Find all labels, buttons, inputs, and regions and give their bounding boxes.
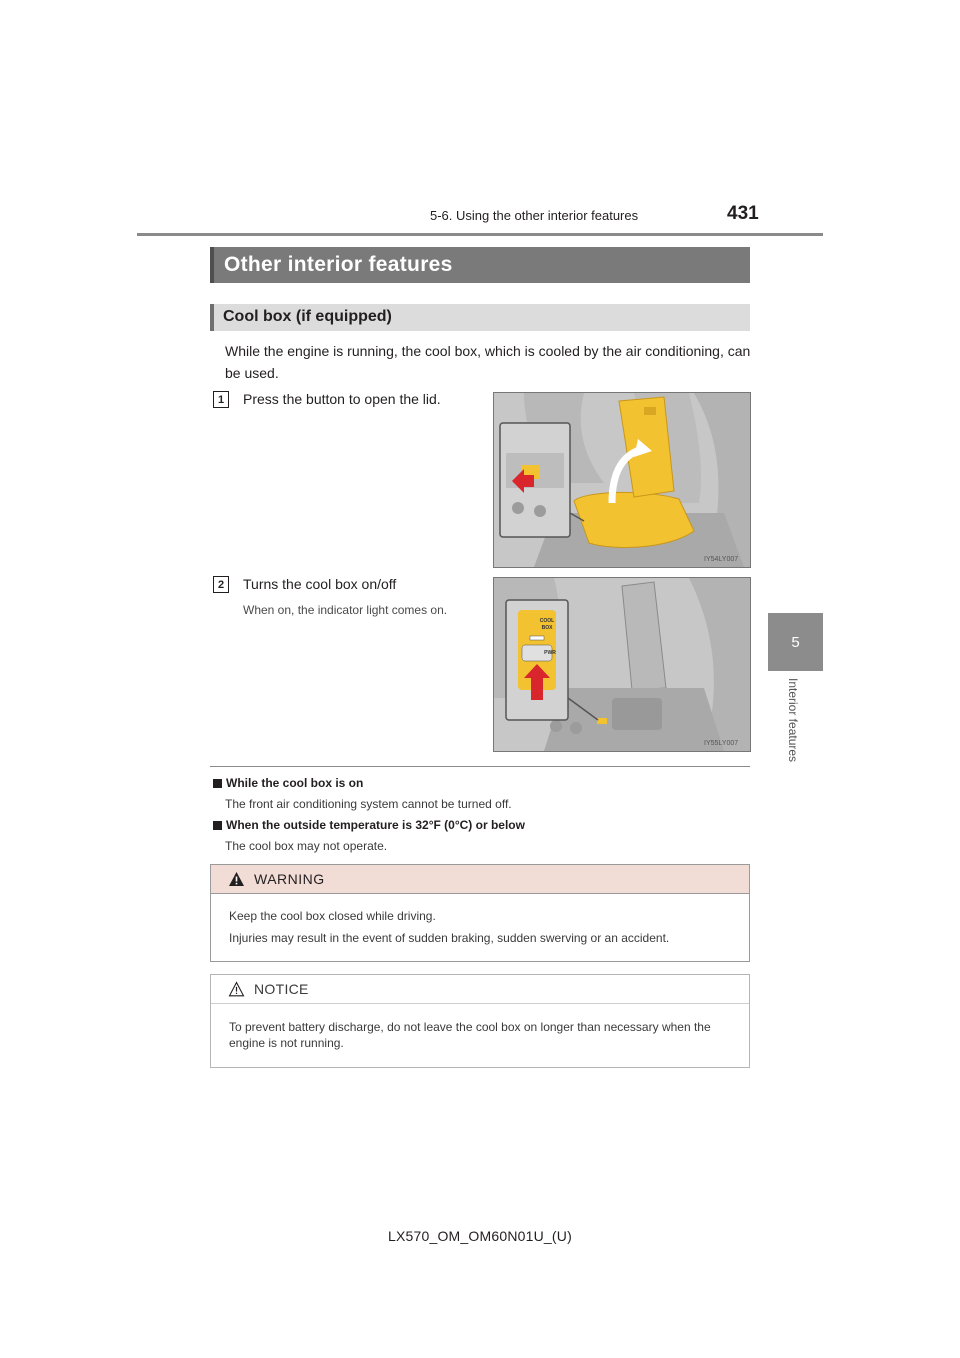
warning-label: WARNING [254, 871, 325, 887]
notice-body: To prevent battery discharge, do not leave the cool box on longer than necessary when the engine is not running. [229, 1020, 711, 1050]
figure-power-button-art [494, 578, 750, 751]
subtitle-accent [210, 304, 214, 331]
notice-label: NOTICE [254, 981, 309, 997]
note-heading-text-2: When the outside temperature is 32°F (0°C) or below [226, 818, 525, 832]
subtitle: Cool box (if equipped) [223, 308, 392, 325]
title-accent [210, 247, 214, 283]
note-heading-2 [213, 818, 525, 832]
warning-line-1: Keep the cool box closed while driving. [229, 909, 436, 923]
page-title: Other interior features [224, 253, 453, 276]
warning-line-2: Injuries may result in the event of sudden braking, sudden swerving or an accident. [229, 931, 670, 945]
figure-code-2: IY55LY007 [704, 740, 739, 747]
warning-box [210, 864, 750, 962]
section-divider [210, 766, 750, 767]
page-title-bar [210, 247, 750, 283]
figure-open-lid [493, 392, 751, 568]
notice-triangle-icon [228, 981, 245, 997]
chapter-tab: 5 [768, 613, 823, 671]
notice-header [211, 975, 749, 1004]
page-number: 431 [727, 203, 759, 224]
footer-code: LX570_OM_OM60N01U_(U) [388, 1228, 572, 1244]
warning-triangle-icon [228, 871, 245, 887]
step-subtext-2: When on, the indicator light comes on. [243, 603, 448, 617]
note-body-1: The front air conditioning system cannot be turned off. [225, 797, 512, 811]
warning-header [211, 865, 749, 894]
inset-pwr-label: PWR [544, 650, 556, 656]
figure-open-lid-art [494, 393, 750, 567]
note-heading-text-1: While the cool box is on [226, 776, 364, 790]
step-number-2: 2 [213, 576, 229, 593]
intro-text: While the engine is running, the cool box, which is cooled by the air conditioning, can be used. [225, 343, 751, 381]
note-heading-1 [213, 776, 363, 790]
figure-power-button [493, 577, 751, 752]
inset-label-line1: COOL [539, 618, 555, 624]
section-heading: 5-6. Using the other interior features [430, 208, 639, 223]
note-bullet [213, 821, 222, 830]
header-rule [137, 233, 823, 236]
figure-code-1: IY54LY007 [704, 556, 739, 563]
subtitle-bar [210, 304, 750, 331]
chapter-label: Interior features [786, 678, 800, 763]
inset-label-line2: BOX [541, 625, 553, 631]
notice-box [210, 974, 750, 1068]
note-body-2: The cool box may not operate. [225, 839, 388, 853]
step-number-1: 1 [213, 391, 229, 408]
step-text-1: Press the button to open the lid. [243, 391, 441, 407]
note-bullet [213, 779, 222, 788]
step-text-2: Turns the cool box on/off [243, 576, 397, 592]
